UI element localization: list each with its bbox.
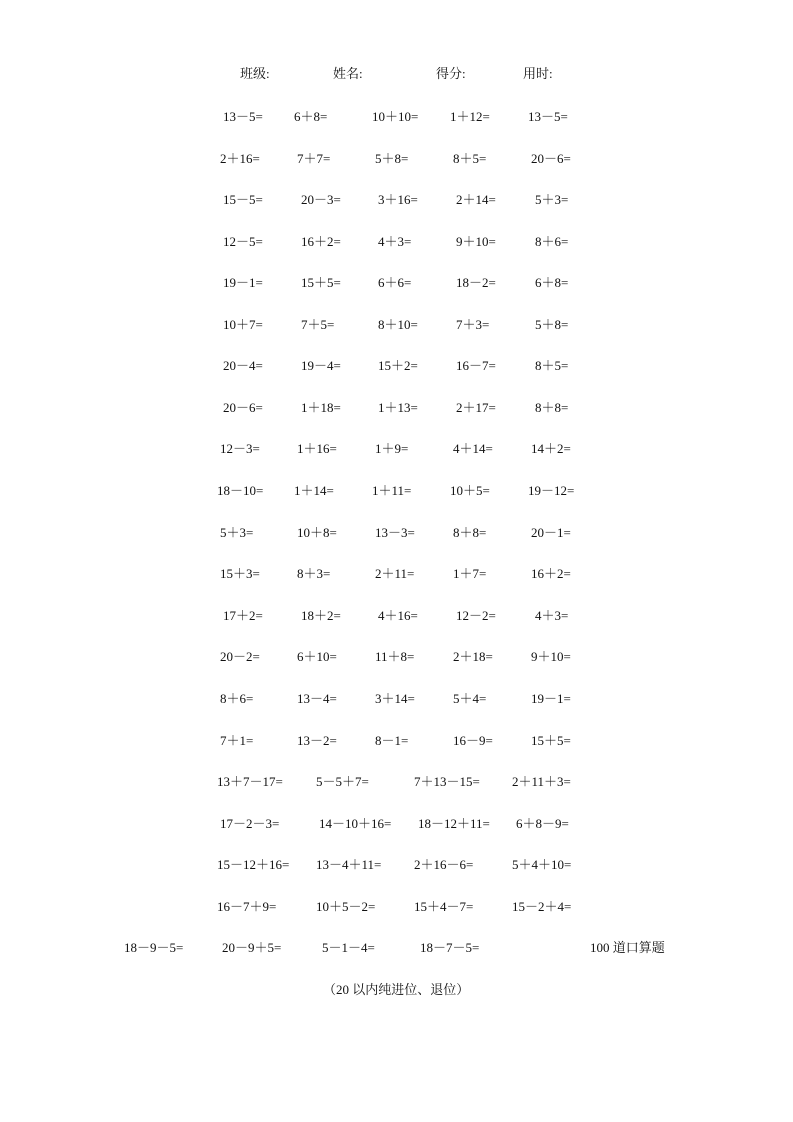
problem: 5＋8= (535, 317, 569, 332)
problem: 3＋14= (375, 691, 415, 706)
problem: 7＋1= (220, 733, 254, 748)
problem: 5＋4= (453, 691, 487, 706)
problem-row (0, 522, 793, 540)
problem: 5－5＋7= (316, 774, 369, 789)
problem: 13－5= (528, 109, 568, 124)
problem: 8－1= (375, 733, 409, 748)
problem: 10＋5－2= (316, 899, 376, 914)
problem: 12－2= (456, 608, 496, 623)
problem-row (0, 355, 793, 373)
problem: 10＋8= (297, 525, 337, 540)
problem: 16－7= (456, 358, 496, 373)
problem: 1＋11= (372, 483, 412, 498)
problem: 20－4= (223, 358, 263, 373)
problem-row (0, 563, 793, 581)
problem: 1＋18= (301, 400, 341, 415)
problem: 6＋8－9= (516, 816, 569, 831)
problem-row (0, 896, 793, 914)
problem: 1＋16= (297, 441, 337, 456)
problem: 4＋14= (453, 441, 493, 456)
problem: 5－1－4= (322, 940, 375, 955)
problem: 18－2= (456, 275, 496, 290)
problem: 13－4= (297, 691, 337, 706)
problem-row (0, 688, 793, 706)
problem-row (0, 397, 793, 415)
problem: 15＋5= (301, 275, 341, 290)
problem-row (0, 854, 793, 872)
problem: 19－1= (223, 275, 263, 290)
problem: 16－9= (453, 733, 493, 748)
problem: 8＋8= (535, 400, 569, 415)
problem: 4＋16= (378, 608, 418, 623)
problem-row (0, 813, 793, 831)
problem-row (0, 480, 793, 498)
problem: 5＋3= (220, 525, 254, 540)
problem: 1＋9= (375, 441, 409, 456)
problem: 19－4= (301, 358, 341, 373)
problem: 1＋7= (453, 566, 487, 581)
problem: 2＋16= (220, 151, 260, 166)
problem: 18＋2= (301, 608, 341, 623)
problem: 5＋4＋10= (512, 857, 572, 872)
problem: 6＋10= (297, 649, 337, 664)
worksheet-title: 100 道口算题 (590, 940, 665, 955)
score-label: 得分: (436, 66, 466, 81)
problem: 15－12＋16= (217, 857, 290, 872)
problem: 8＋5= (453, 151, 487, 166)
problem-row (0, 106, 793, 124)
problem: 16－7＋9= (217, 899, 277, 914)
problem: 15＋5= (531, 733, 571, 748)
problem: 8＋6= (535, 234, 569, 249)
problem: 15＋3= (220, 566, 260, 581)
problem: 11＋8= (375, 649, 415, 664)
problem: 7＋3= (456, 317, 490, 332)
problem: 7＋5= (301, 317, 335, 332)
problem: 1＋12= (450, 109, 490, 124)
problem: 9＋10= (456, 234, 496, 249)
problem-row (0, 148, 793, 166)
problem: 7＋7= (297, 151, 331, 166)
problem: 18－7－5= (420, 940, 480, 955)
problem: 14＋2= (531, 441, 571, 456)
problem: 20－3= (301, 192, 341, 207)
problem-row (0, 438, 793, 456)
problem-row (0, 314, 793, 332)
problem: 2＋11= (375, 566, 415, 581)
problem: 19－12= (528, 483, 575, 498)
problem: 16＋2= (301, 234, 341, 249)
problem: 15＋2= (378, 358, 418, 373)
problem: 1＋14= (294, 483, 334, 498)
problem-row (0, 605, 793, 623)
problem: 8＋5= (535, 358, 569, 373)
problem: 16＋2= (531, 566, 571, 581)
problem: 20－9＋5= (222, 940, 282, 955)
worksheet-subtitle: （20 以内纯进位、退位） (323, 982, 470, 997)
problem: 6＋8= (535, 275, 569, 290)
problem: 12－3= (220, 441, 260, 456)
problem: 13－4＋11= (316, 857, 382, 872)
class-label: 班级: (240, 66, 270, 81)
problem: 8＋3= (297, 566, 331, 581)
problem-row (0, 730, 793, 748)
problem: 2＋18= (453, 649, 493, 664)
problem: 19－1= (531, 691, 571, 706)
problem: 15－5= (223, 192, 263, 207)
time-label: 用时: (523, 66, 553, 81)
problem: 4＋3= (535, 608, 569, 623)
problem: 8＋8= (453, 525, 487, 540)
problem: 2＋16－6= (414, 857, 474, 872)
problem: 4＋3= (378, 234, 412, 249)
problem: 2＋11＋3= (512, 774, 571, 789)
problem: 20－1= (531, 525, 571, 540)
problem: 6＋8= (294, 109, 328, 124)
problem-row-last (0, 937, 793, 955)
problem: 9＋10= (531, 649, 571, 664)
problem: 14－10＋16= (319, 816, 392, 831)
problem: 7＋13－15= (414, 774, 480, 789)
problem: 13－5= (223, 109, 263, 124)
problem: 12－5= (223, 234, 263, 249)
problem: 18－12＋11= (418, 816, 490, 831)
problem: 5＋8= (375, 151, 409, 166)
problem: 15＋4－7= (414, 899, 474, 914)
problem-row (0, 646, 793, 664)
problem: 3＋16= (378, 192, 418, 207)
problem: 13－2= (297, 733, 337, 748)
name-label: 姓名: (333, 66, 363, 81)
problem: 18－10= (217, 483, 264, 498)
problem: 2＋17= (456, 400, 496, 415)
problem-row (0, 189, 793, 207)
problem-row (0, 231, 793, 249)
problem: 6＋6= (378, 275, 412, 290)
problem: 1＋13= (378, 400, 418, 415)
problem: 20－6= (531, 151, 571, 166)
problem: 18－9－5= (124, 940, 184, 955)
problem: 10＋5= (450, 483, 490, 498)
problem: 20－2= (220, 649, 260, 664)
problem: 15－2＋4= (512, 899, 572, 914)
problem-row (0, 771, 793, 789)
problem: 17－2－3= (220, 816, 280, 831)
problem: 8＋6= (220, 691, 254, 706)
problem: 13－3= (375, 525, 415, 540)
problem: 20－6= (223, 400, 263, 415)
problem: 13＋7－17= (217, 774, 283, 789)
problem: 17＋2= (223, 608, 263, 623)
problem: 10＋7= (223, 317, 263, 332)
problem: 5＋3= (535, 192, 569, 207)
problem: 2＋14= (456, 192, 496, 207)
problem: 10＋10= (372, 109, 419, 124)
problem-row (0, 272, 793, 290)
problem: 8＋10= (378, 317, 418, 332)
